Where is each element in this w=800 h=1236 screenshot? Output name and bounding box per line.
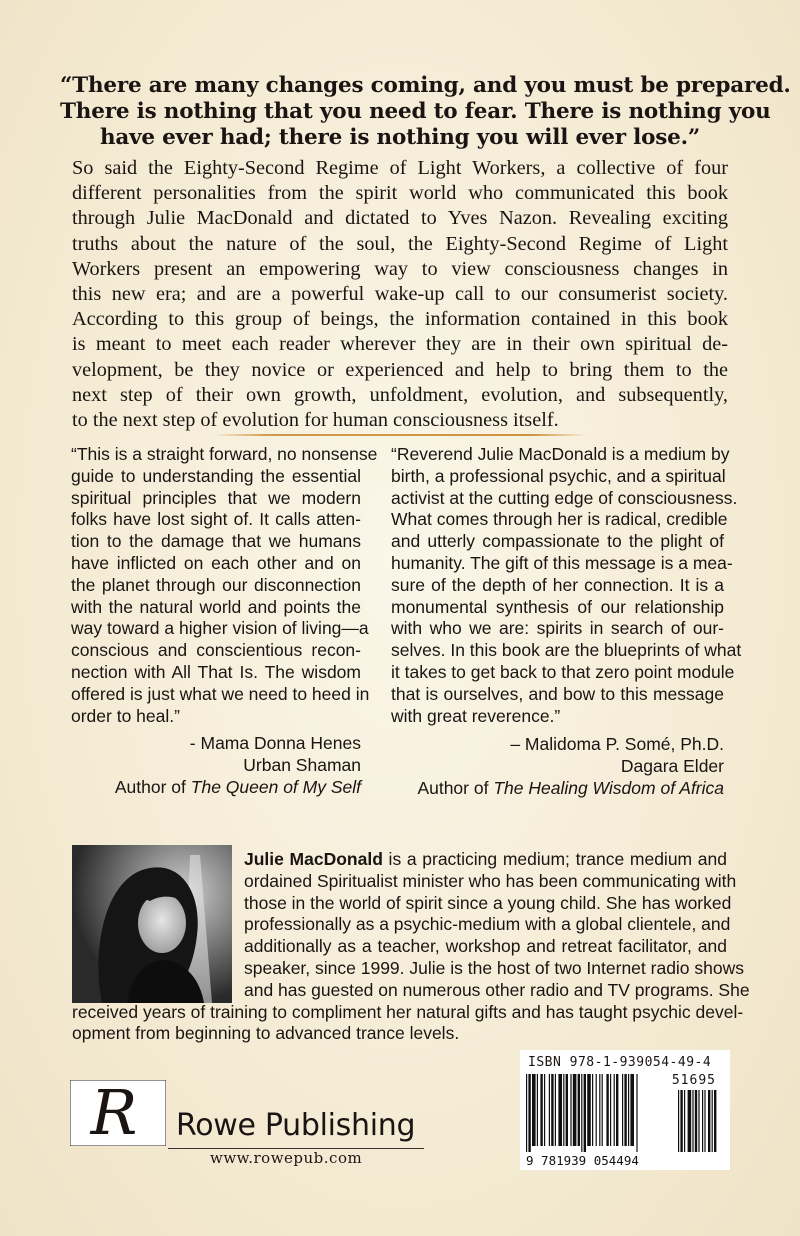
intro-line: truths about the nature of the soul, the Eighty-Second Regime of Light [72, 232, 728, 255]
endorsement-line: humanity. The gift of this message is a mea- [391, 552, 733, 573]
barcode-bar [528, 1074, 530, 1152]
endorsement-right [391, 444, 742, 800]
barcode-bar [566, 1074, 568, 1146]
barcode-bar [573, 1074, 577, 1146]
barcode-addon-bar [702, 1090, 703, 1152]
barcode-bar [558, 1074, 562, 1146]
endorsement-line: guide to understanding the essential [71, 465, 361, 486]
intro-line: to the next step of evolution for human consciousness itself. [72, 409, 559, 432]
barcode-bar [636, 1074, 637, 1152]
barcode-bar [606, 1074, 608, 1146]
barcode-bar [563, 1074, 564, 1146]
barcode-bar [596, 1074, 597, 1146]
endorsement-line: tion to the damage that we humans [71, 531, 361, 552]
barcode-bar [592, 1074, 593, 1146]
endorsement-line: offered is just what we need to heed in [71, 683, 370, 704]
bio-line: those in the world of spirit since a young child. She has worked [244, 892, 732, 913]
endorsement-line: and utterly compassionate to the plight of [391, 531, 724, 552]
endorsement-line: selves. In this book are the blueprints of what [391, 640, 742, 661]
endorser-book-title: The Queen of My Self [190, 776, 361, 797]
barcode-addon-bar [688, 1090, 692, 1152]
bio-line [72, 849, 727, 871]
barcode-addon-bar [708, 1090, 710, 1152]
barcode-bar [570, 1074, 571, 1146]
intro-line: Workers present an empowering way to view consciousness changes in [72, 257, 728, 280]
barcode-bar [526, 1074, 527, 1152]
endorser-role: Urban Shaman [243, 755, 361, 776]
intro-line: through Julie MacDonald and dictated to Yves Nazon. Revealing exciting [72, 207, 728, 230]
barcode-bar [599, 1074, 600, 1146]
intro-line: According to this group of beings, the information contained in this book [72, 308, 728, 331]
barcode-addon-bar [712, 1090, 713, 1152]
endorsement-line: activist at the cutting edge of consciousness. [391, 487, 738, 508]
endorsement-line: order to heal.” [71, 705, 180, 726]
pull-quote [60, 73, 791, 151]
isbn-text: ISBN 978-1-939054-49-4 [528, 1055, 712, 1070]
endorsement-line: have inflicted on each other and on [71, 552, 361, 573]
barcode-bars-main [520, 1050, 730, 1170]
intro-line: next step of their own growth, unfoldment, evolution, and subsequently, [72, 383, 728, 406]
pull-quote-line: “There are many changes coming, and you must be prepared. [60, 73, 791, 98]
barcode-addon-bar [698, 1090, 699, 1152]
barcode-bar [628, 1074, 629, 1146]
barcode-addon-bar [695, 1090, 697, 1152]
barcode-bar [544, 1074, 545, 1146]
endorsement-line: “Reverend Julie MacDonald is a medium by [391, 444, 730, 464]
endorser-book-prefix: Author of [417, 777, 494, 798]
endorser-book [71, 777, 361, 799]
barcode-bar [581, 1074, 582, 1152]
endorser-name: - Mama Donna Henes [189, 733, 361, 754]
bio-line: speaker, since 1999. Julie is the host of two Internet radio shows [244, 957, 745, 978]
endorser-book [391, 778, 724, 800]
endorsement-line: way toward a higher vision of living—a [71, 618, 369, 639]
barcode-bar [610, 1074, 611, 1146]
endorsement-line: with great reverence.” [391, 705, 561, 726]
barcode-addon-bar [692, 1090, 693, 1152]
bio-line: additionally as a teacher, workshop and retreat facilitator, and [244, 936, 727, 957]
pull-quote-line: have ever had; there is nothing you will ever lose.” [99, 125, 701, 150]
bio-line: opment from beginning to advanced trance levels. [72, 1023, 460, 1044]
endorsement-line: the planet through our disconnection [71, 574, 361, 595]
barcode-bar [622, 1074, 623, 1146]
endorsement-line: it takes to get back to that zero point module [391, 661, 735, 682]
endorser-book-title: The Healing Wisdom of Africa [493, 777, 724, 798]
intro-line: this new era; and are a powerful wake-up call to our consumerist society. [72, 283, 728, 306]
endorsement-line: monumental synthesis of our relationship [391, 596, 724, 617]
pull-quote-line: There is nothing that you need to fear. There is nothing you [60, 99, 771, 124]
endorsement-line: birth, a professional psychic, and a spiritual [391, 465, 726, 486]
author-name: Julie MacDonald [244, 849, 383, 869]
intro-line: So said the Eighty-Second Regime of Light Workers, a collective of four [72, 157, 728, 179]
intro-line: is meant to meet each reader wherever they are in their own spiritual de- [72, 333, 728, 356]
isbn-barcode [520, 1050, 730, 1170]
bio-line: and has guested on numerous other radio and TV programs. She [244, 979, 750, 1000]
barcode-bar [584, 1074, 586, 1152]
barcode-addon-bar [714, 1090, 716, 1152]
barcode-bar [532, 1074, 536, 1146]
publisher-logo [70, 1080, 430, 1170]
intro-paragraph [72, 156, 728, 433]
barcode-addon-bar [704, 1090, 705, 1152]
barcode-bar [602, 1074, 603, 1146]
endorsement-line: folks have lost sight of. It calls atten- [71, 509, 361, 530]
endorsement-line: with who we are: spirits in search of our- [391, 618, 724, 639]
publisher-monogram: R [90, 1080, 138, 1146]
barcode-bar [549, 1074, 550, 1146]
barcode-bar [540, 1074, 542, 1146]
publisher-monogram-icon [70, 1080, 166, 1146]
endorsement-line: conscious and conscientious recon- [71, 640, 361, 661]
endorsement-left [71, 444, 378, 799]
price-code: 51695 [671, 1073, 716, 1088]
endorsement-line: nection with All That Is. The wisdom [71, 661, 361, 682]
endorsement-line: with the natural world and points the [71, 596, 361, 617]
endorsement-line: “This is a straight forward, no nonsense [71, 444, 378, 464]
intro-line: different personalities from the spirit world who communicated this book [72, 182, 728, 205]
barcode-bar [551, 1074, 553, 1146]
barcode-bar [537, 1074, 538, 1146]
barcode-addon-bar [684, 1090, 685, 1152]
publisher-name: Rowe Publishing [176, 1108, 416, 1143]
barcode-bar [624, 1074, 626, 1146]
barcode-addon-bar [678, 1090, 679, 1152]
bio-line: professionally as a psychic-medium with a global clientele, and [244, 914, 731, 935]
bio-first-line-rest: is a practicing medium; trance medium and [382, 849, 727, 869]
endorser-role: Dagara Elder [620, 756, 724, 777]
barcode-bar [587, 1074, 591, 1146]
bio-line: received years of training to compliment her natural gifts and has taught psychic devel- [72, 1001, 744, 1022]
endorsement-line: sure of the depth of her connection. It is a [391, 574, 724, 595]
barcode-bar [578, 1074, 580, 1146]
endorsement-line: What comes through her is radical, credible [391, 509, 728, 530]
barcode-bar [616, 1074, 618, 1146]
endorser-name: – Malidoma P. Somé, Ph.D. [510, 734, 724, 755]
divider-rule [212, 434, 588, 436]
barcode-bar [555, 1074, 556, 1146]
author-bio [72, 849, 750, 1045]
barcode-bar [614, 1074, 615, 1146]
intro-line: velopment, be they novice or experienced and help to bring them to the [72, 358, 728, 381]
endorsement-line: that is ourselves, and bow to this message [391, 683, 724, 704]
barcode-bar [630, 1074, 634, 1146]
barcode-addon-bar [680, 1090, 682, 1152]
endorser-book-prefix: Author of [114, 776, 191, 797]
publisher-url: www.rowepub.com [210, 1149, 363, 1167]
bio-line: ordained Spiritualist minister who has been communicating with [244, 870, 737, 891]
endorsement-line: spiritual principles that we modern [71, 487, 361, 508]
barcode-digits: 9 781939 054494 [526, 1153, 639, 1168]
